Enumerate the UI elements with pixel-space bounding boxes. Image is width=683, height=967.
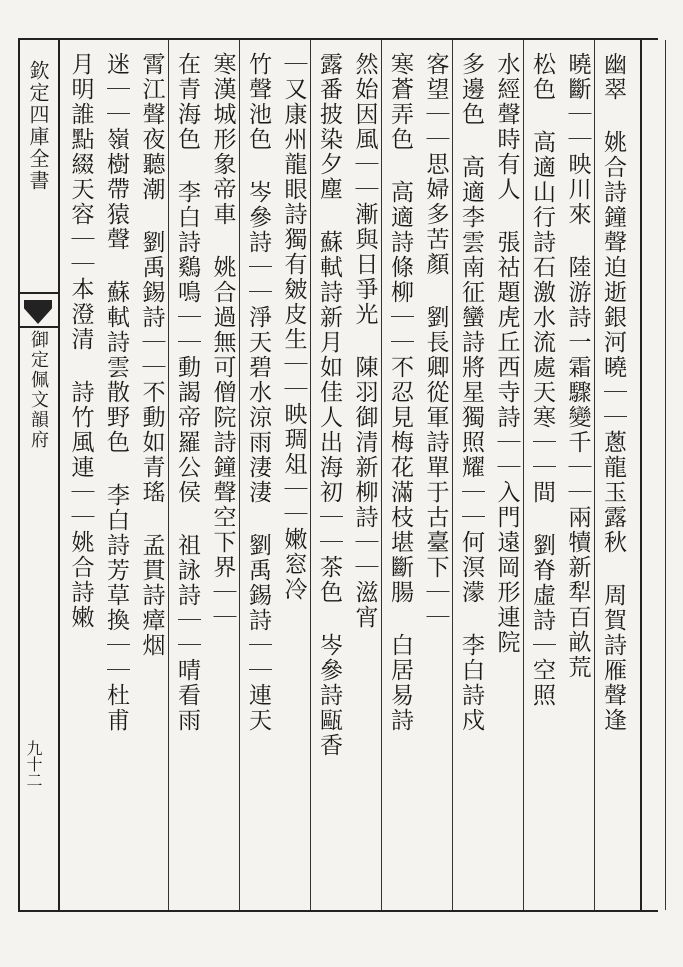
text-column: 迷｜｜嶺樹帶猿聲 蘇軾詩雲散野色 李白詩芳草換｜｜杜甫 (103, 52, 129, 733)
column-rule (452, 40, 453, 910)
text-column: 然始因風｜｜漸與日爭光 陳羽御清新柳詩｜｜滋宵 (351, 52, 378, 630)
spine-book-title: 御定佩文韻府 (28, 330, 49, 450)
text-column: 客望｜｜思婦多苦顏 劉長卿從軍詩單于古臺下｜｜ (422, 52, 449, 630)
text-column: 曉斷｜｜映川來 陸游詩一霜驟變千｜｜兩犢新犁百畝荒 (564, 52, 591, 680)
column-rule (168, 40, 169, 910)
spine-collection-title: 欽定四庫全書 (26, 60, 50, 192)
column-rule (310, 40, 311, 910)
text-column: 在青海色 李白詩鷄鳴｜｜動謁帝羅公侯 祖詠詩｜｜晴看雨 (174, 52, 200, 733)
fish-tail-rule-bottom (18, 326, 58, 328)
text-column: ｜又康州龍眼詩獨有皴皮生｜｜映琱俎｜｜嫩窓冷 (280, 52, 307, 602)
frame-top-rule (18, 38, 658, 40)
text-column: 月明誰點綴天容｜｜本澄清 詩竹風連｜｜姚合詩嫩 (67, 52, 94, 630)
frame-right-rule (640, 38, 642, 912)
column-rule (239, 40, 240, 910)
text-column: 多邊色 高適李雲南征蠻詩將星獨照耀｜｜何溟濛 李白詩戍 (458, 52, 484, 733)
text-column: 霄江聲夜聽潮 劉禹錫詩｜｜不動如青瑤 孟貫詩瘴烟 (138, 52, 165, 658)
frame-bottom-rule (18, 910, 658, 912)
page-number: 九十二 (24, 740, 43, 788)
text-column: 寒漢城形象帝車 姚合過無可僧院詩鐘聲空下界｜｜ (209, 52, 236, 630)
fish-tail-rule-top (18, 292, 58, 294)
text-column: 松色 高適山行詩石激水流處天寒｜｜間 劉脊虛詩｜空照 (529, 52, 555, 708)
text-column: 竹聲池色 岑參詩｜｜淨天碧水涼雨淒淒 劉禹錫詩｜｜連天 (245, 52, 271, 733)
column-rule (665, 40, 666, 910)
text-column: 寒蒼弄色 高適詩條柳｜｜不忍見梅花滿枝堪斷腸 白居易詩 (387, 52, 413, 733)
text-column: 幽翠 姚合詩鐘聲迫逝銀河曉｜｜蔥龍玉露秋 周賀詩雁聲逢 (600, 52, 626, 733)
text-column: 露番披染夕塵 蘇軾詩新月如佳人出海初｜｜茶色 岑參詩甌香 (316, 52, 342, 758)
column-rule (594, 40, 595, 910)
text-column: 水經聲時有人 張祜題虎丘西寺詩｜｜入門遠岡形連院 (493, 52, 520, 655)
column-rule (381, 40, 382, 910)
column-rule (523, 40, 524, 910)
